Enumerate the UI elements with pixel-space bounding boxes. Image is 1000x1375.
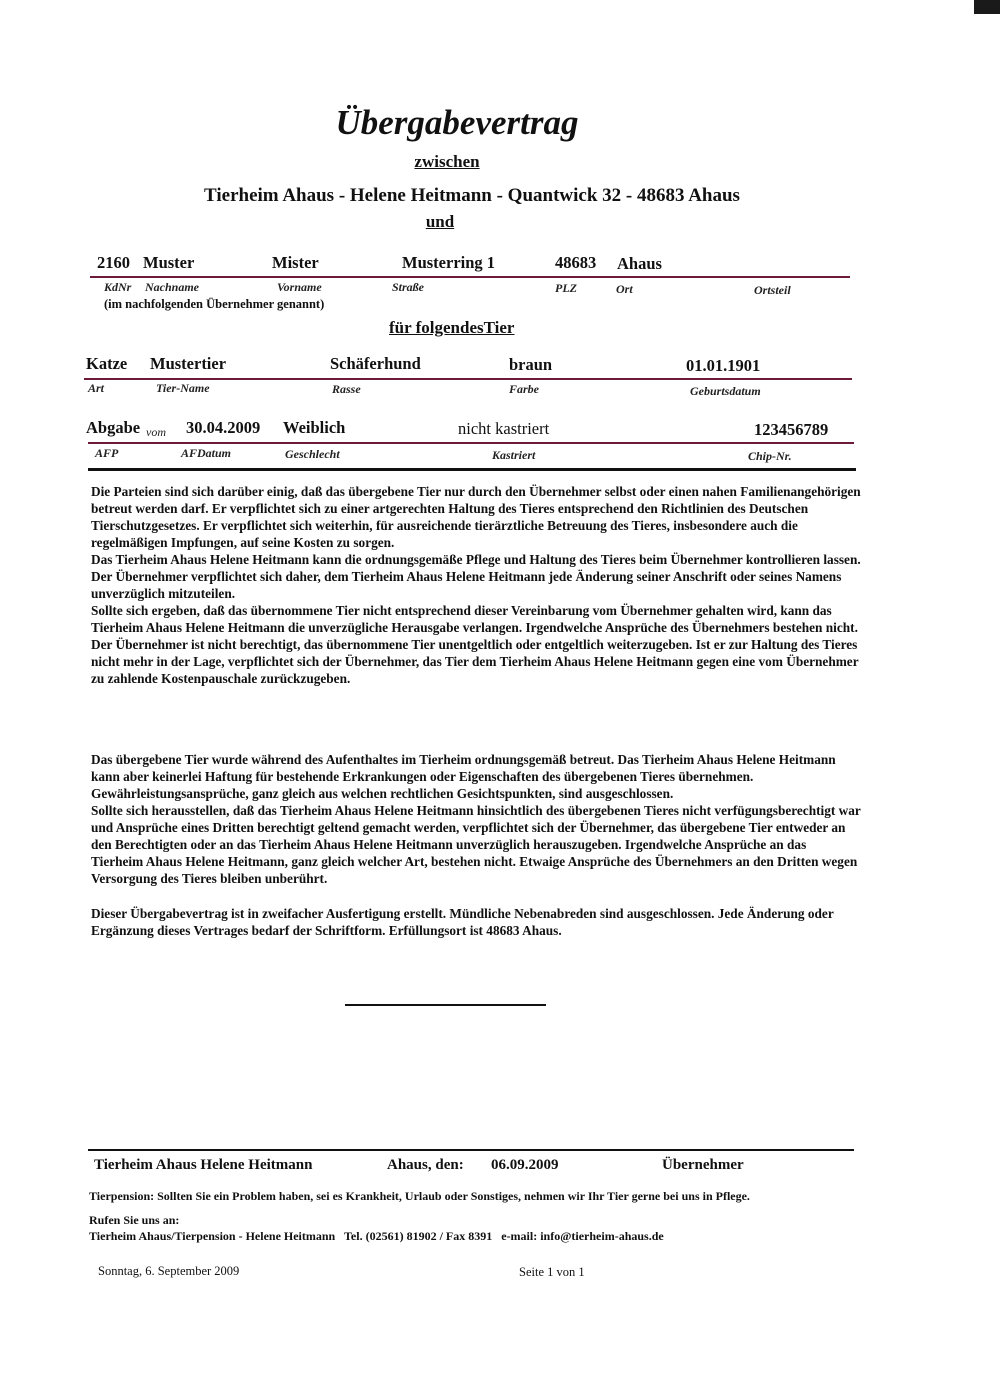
handover-rule — [88, 442, 854, 444]
signature-recipient: Übernehmer — [662, 1157, 744, 1173]
signature-rule — [88, 1149, 854, 1151]
handover-label: Abgabe — [86, 418, 141, 437]
footer-call: Rufen Sie uns an: — [89, 1213, 180, 1227]
footer-contact: Tierheim Ahaus/Tierpension - Helene Heitmann Tel. (02561) 81902 / Fax 8391 e-mail: info@tierheim-ahaus.de — [89, 1229, 664, 1243]
customer-number: 2160 — [97, 253, 130, 272]
label-district: Ortsteil — [754, 283, 791, 297]
shelter-party: Tierheim Ahaus - Helene Heitmann - Quantwick 32 - 48683 Ahaus — [204, 185, 740, 206]
terms-block-3 — [91, 905, 861, 939]
section-divider — [88, 468, 856, 471]
and-label: und — [425, 212, 455, 231]
customer-zip: 48683 — [555, 253, 597, 272]
handover-from: vom — [146, 425, 166, 439]
signature-date: 06.09.2009 — [491, 1157, 559, 1173]
customer-note: (im nachfolgenden Übernehmer genannt) — [104, 297, 325, 311]
customer-street: Musterring 1 — [402, 253, 496, 272]
scan-corner-mark — [974, 0, 1000, 14]
footer-print-date: Sonntag, 6. September 2009 — [98, 1264, 240, 1278]
animal-birthdate: 01.01.1901 — [686, 356, 761, 375]
label-species: Art — [88, 381, 105, 395]
document-title: Übergabevertrag — [335, 103, 579, 142]
label-zip: PLZ — [555, 281, 577, 295]
animal-sex: Weiblich — [283, 418, 346, 437]
terms-paragraph: Das Tierheim Ahaus Helene Heitmann kann die ordnungsgemäße Pflege und Haltung des Tieres beim Übernehmer kontrollieren lassen. Der Übernehmer verpflichtet sich daher, dem Tierheim Ahaus Helene Heitmann jede Änderung seiner Anschrift oder seines Namens unverzüglich mitzuteilen. — [91, 552, 861, 601]
handover-date: 30.04.2009 — [186, 418, 261, 437]
animal-breed: Schäferhund — [330, 354, 421, 373]
label-lastname: Nachname — [145, 280, 199, 294]
animal-color: braun — [509, 355, 553, 374]
label-afdate: AFDatum — [181, 446, 232, 460]
signature-shelter: Tierheim Ahaus Helene Heitmann — [94, 1157, 313, 1173]
animal-neutered: nicht kastriert — [458, 419, 550, 438]
label-breed: Rasse — [332, 382, 361, 396]
customer-rule — [90, 276, 850, 278]
customer-lastname: Muster — [143, 253, 195, 272]
between-label: zwischen — [414, 152, 480, 171]
terms-paragraph: Sollte sich ergeben, daß das übernommene Tier nicht entsprechend dieser Vereinbarung vom Übernehmer gehalten wird, kann das Tierheim Ahaus Helene Heitmann die unverzügliche Herausgabe verlangen. Irgendwelche Ansprüche des Übernehmers bestehen nicht. — [91, 603, 858, 635]
terms-block-1 — [91, 483, 861, 687]
terms-block-2 — [91, 751, 861, 887]
label-kdnr: KdNr — [104, 280, 132, 294]
label-color: Farbe — [509, 382, 539, 396]
footer-pension: Tierpension: Sollten Sie ein Problem haben, sei es Krankheit, Urlaub oder Sonstiges, nehmen wir Ihr Tier gerne bei uns in Pflege. — [89, 1189, 750, 1203]
terms-paragraph: Der Übernehmer ist nicht berechtigt, das übernommene Tier unentgeltlich oder entgeltlich weiterzugeben. Ist er zur Haltung des Tieres nicht mehr in der Lage, verpflichtet sich der Übernehmer, das Tier dem Tierheim Ahaus Helene Heitmann gegen eine vom Übernehmer zu zahlende Kostenpauschale zurückzugeben. — [91, 637, 859, 686]
label-afp: AFP — [95, 446, 119, 460]
label-neutered: Kastriert — [492, 448, 536, 462]
animal-species: Katze — [86, 354, 128, 373]
terms-paragraph: Dieser Übergabevertrag ist in zweifacher Ausfertigung erstellt. Mündliche Nebenabreden sind ausgeschlossen. Jede Änderung oder Ergänzung dieses Vertrages bedarf der Schriftform. Erfüllungsort ist 48683 Ahaus. — [91, 906, 834, 938]
animal-chip: 123456789 — [754, 420, 829, 439]
label-animal-name: Tier-Name — [156, 381, 210, 395]
signature-line — [345, 1004, 546, 1006]
label-street: Straße — [392, 280, 425, 294]
animal-name: Mustertier — [150, 354, 227, 373]
animal-heading: für folgendesTier — [389, 318, 515, 337]
animal-rule — [84, 378, 852, 380]
label-firstname: Vorname — [277, 280, 322, 294]
label-sex: Geschlecht — [285, 447, 340, 461]
terms-paragraph: Das übergebene Tier wurde während des Aufenthaltes im Tierheim ordnungsgemäß betreut. Das Tierheim Ahaus Helene Heitmann kann aber keinerlei Haftung für bestehende Erkrankungen oder Eigenschaften des übergebenen Tieres übernehmen. Gewährleistungsansprüche, ganz gleich aus welchen rechtlichen Gesichtspunkten, sind ausgeschlossen. — [91, 752, 836, 801]
customer-firstname: Mister — [272, 253, 319, 272]
label-chip: Chip-Nr. — [748, 449, 792, 463]
label-birthdate: Geburtsdatum — [690, 384, 761, 398]
signature-place: Ahaus, den: — [387, 1157, 464, 1173]
customer-city: Ahaus — [617, 254, 662, 273]
terms-paragraph: Sollte sich herausstellen, daß das Tierheim Ahaus Helene Heitmann hinsichtlich des übergebenen Tieres nicht verfügungsberechtigt war und Ansprüche eines Dritten berechtigt geltend gemacht werden, verpflichtet sich der Übernehmer, das übergebene Tier entweder an den Berechtigten oder an das Tierheim Ahaus Helene Heitmann unverzüglich herauszugeben. Irgendwelche Ansprüche an das Tierheim Ahaus Helene Heitmann, ganz gleich welcher Art, bestehen nicht. Etwaige Ansprüche des Übernehmers an den Dritten wegen Versorgung des Tieres bleiben unberührt. — [91, 803, 861, 886]
footer-page-number: Seite 1 von 1 — [519, 1265, 585, 1279]
label-city: Ort — [616, 282, 633, 296]
terms-paragraph: Die Parteien sind sich darüber einig, daß das übergebene Tier nur durch den Übernehmer selbst oder einen nahen Familienangehörigen betreut werden darf. Er verpflichtet sich zu einer artgerechten Haltung des Tieres entsprechend den Richtlinien des Deutschen Tierschutzgesetzes. Er verpflichtet sich weiterhin, für ausreichende tierärztliche Betreuung des Tieres, insbesondere auch die regelmäßigen Impfungen, auf seine Kosten zu sorgen. — [91, 484, 861, 550]
